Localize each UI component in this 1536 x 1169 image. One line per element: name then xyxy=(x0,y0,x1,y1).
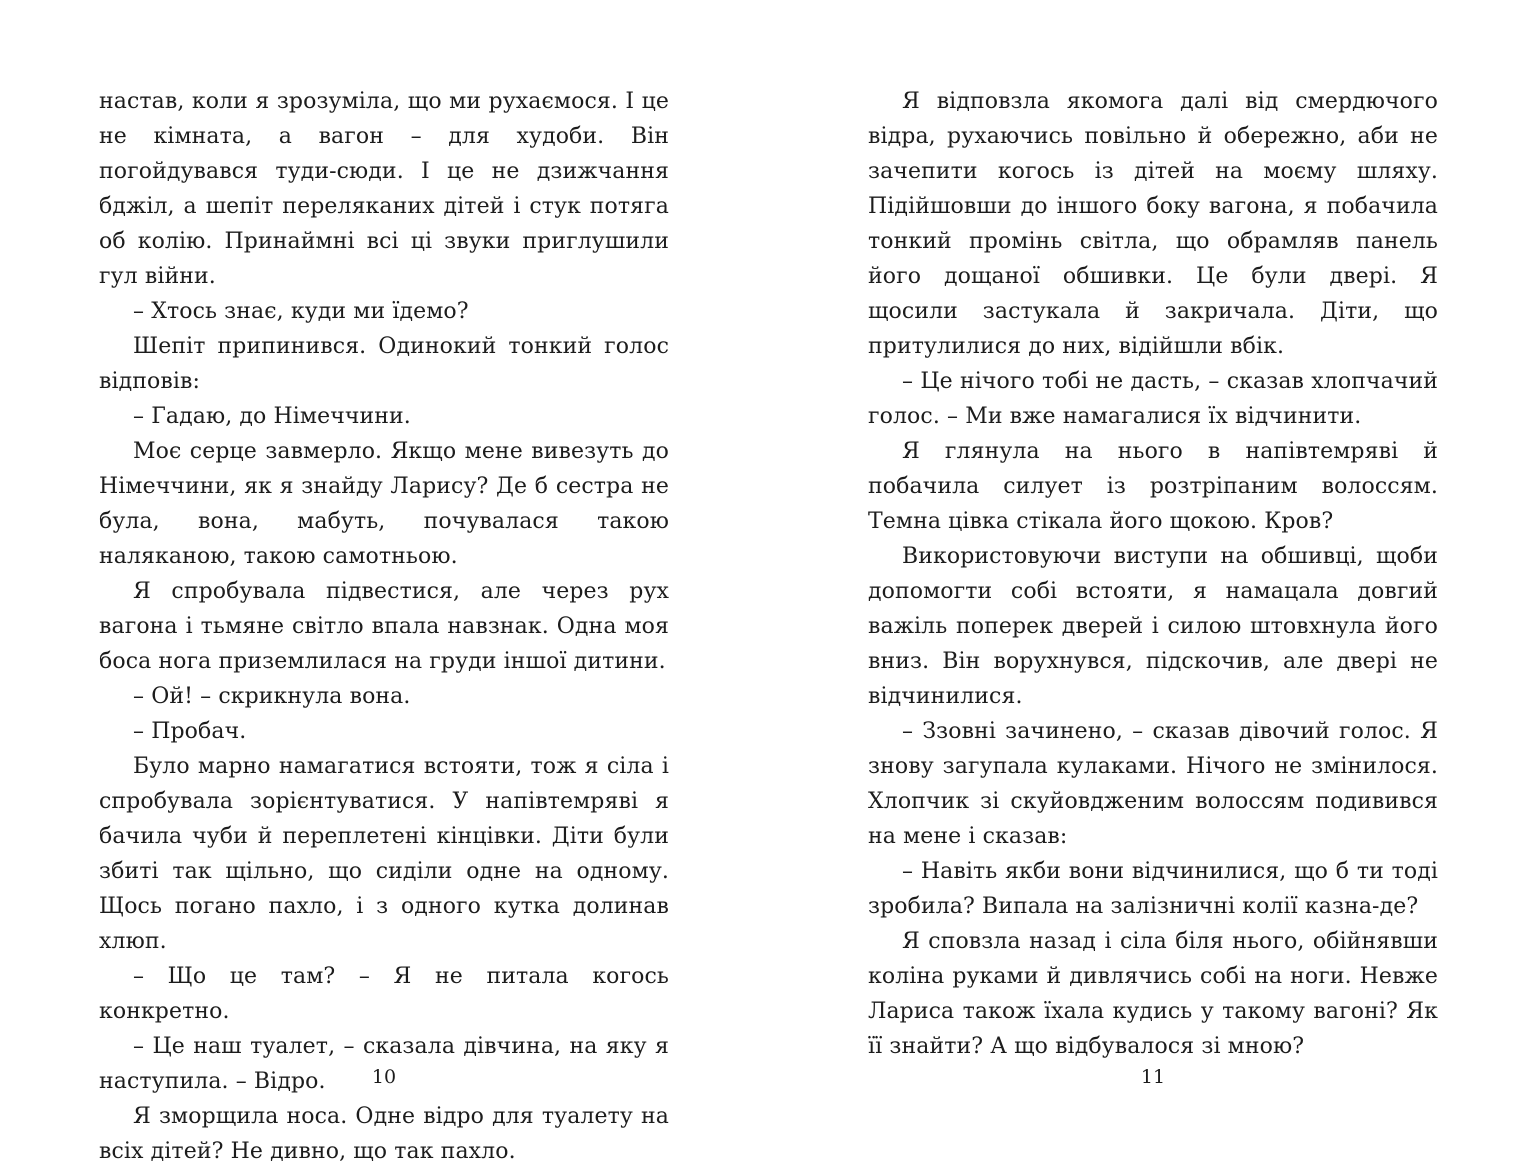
paragraph: Було марно намагатися встояти, тож я сіла і спробувала зорієнтуватися. У напівтемряві я бачила чуби й переплетені кінцівки. Діти були збиті так щільно, що сиділи одне на одному. Щось погано пахло, і з одного кутка долинав хлюп. xyxy=(99,754,669,954)
page-left xyxy=(0,0,768,1164)
paragraph: – Ой! – скрикнула вона. xyxy=(133,684,411,709)
paragraph: Я відповзла якомога далі від смердючого відра, рухаючись повільно й обережно, аби не зачепити когось із дітей на моєму шляху. Підійшовши до іншого боку вагона, я побачила тонкий промінь світла, що обрамляв панель його дощаної обшивки. Це були двері. Я щосили застукала й закричала. Діти, що притулилися до них, відійшли вбік. xyxy=(868,89,1438,359)
paragraph: Використовуючи виступи на обшивці, щоби допомогти собі встояти, я намацала довгий важіль поперек дверей і силою штовхнула його вниз. Він ворухнувся, підскочив, але двері не відчинилися. xyxy=(868,544,1438,709)
paragraph: Моє серце завмерло. Якщо мене вивезуть до Німеччини, як я знайду Ларису? Де б сестра не була, вона, мабуть, почувалася такою наляканою, такою самотньою. xyxy=(99,439,669,569)
paragraph: – Гадаю, до Німеччини. xyxy=(133,404,411,429)
paragraph: Я сповзла назад і сіла біля нього, обійнявши коліна руками й дивлячись собі на ноги. Невже Лариса також їхала кудись у такому вагоні? Як її знайти? А що відбувалося зі мною? xyxy=(868,929,1438,1059)
page-right-text xyxy=(868,84,1438,1064)
paragraph: Я спробувала підвестися, але через рух вагона і тьмяне світло впала навзнак. Одна моя боса нога приземлилася на груди іншої дитини. xyxy=(99,579,669,674)
paragraph: – Що це там? – Я не питала когось конкретно. xyxy=(99,964,669,1024)
paragraph: Я зморщила носа. Одне відро для туалету на всіх дітей? Не дивно, що так пахло. xyxy=(99,1104,669,1164)
page-number-left: 10 xyxy=(371,1066,397,1088)
paragraph: Я глянула на нього в напівтемряві й побачила силует із розтріпаним волоссям. Темна цівка стікала його щокою. Кров? xyxy=(868,439,1438,534)
paragraph: – Навіть якби вони відчинилися, що б ти тоді зробила? Випала на залізничні колії казна-де? xyxy=(868,859,1438,919)
page-right xyxy=(768,0,1536,1152)
paragraph: – Ззовні зачинено, – сказав дівочий голос. Я знову загупала кулаками. Нічого не змінилося. Хлопчик зі скуйовдженим волоссям подивився на мене і сказав: xyxy=(868,719,1438,849)
page-left-text xyxy=(99,84,669,1169)
paragraph: – Це наш туалет, – сказала дівчина, на яку я наступила. – Відро. xyxy=(99,1034,669,1094)
page-number-right: 11 xyxy=(1140,1066,1166,1088)
paragraph: – Хтось знає, куди ми їдемо? xyxy=(133,299,469,324)
paragraph: настав, коли я зрозуміла, що ми рухаємося. І це не кімната, а вагон – для худоби. Він погойдувався туди-сюди. І це не дзижчання бджіл, а шепіт переляканих дітей і стук потяга об колію. Принаймні всі ці звуки приглушили гул війни. xyxy=(99,89,669,289)
paragraph: Шепіт припинився. Одинокий тонкий голос відповів: xyxy=(99,334,669,394)
paragraph: – Пробач. xyxy=(133,719,247,744)
paragraph: – Це нічого тобі не дасть, – сказав хлопчачий голос. – Ми вже намагалися їх відчинити. xyxy=(868,369,1438,429)
